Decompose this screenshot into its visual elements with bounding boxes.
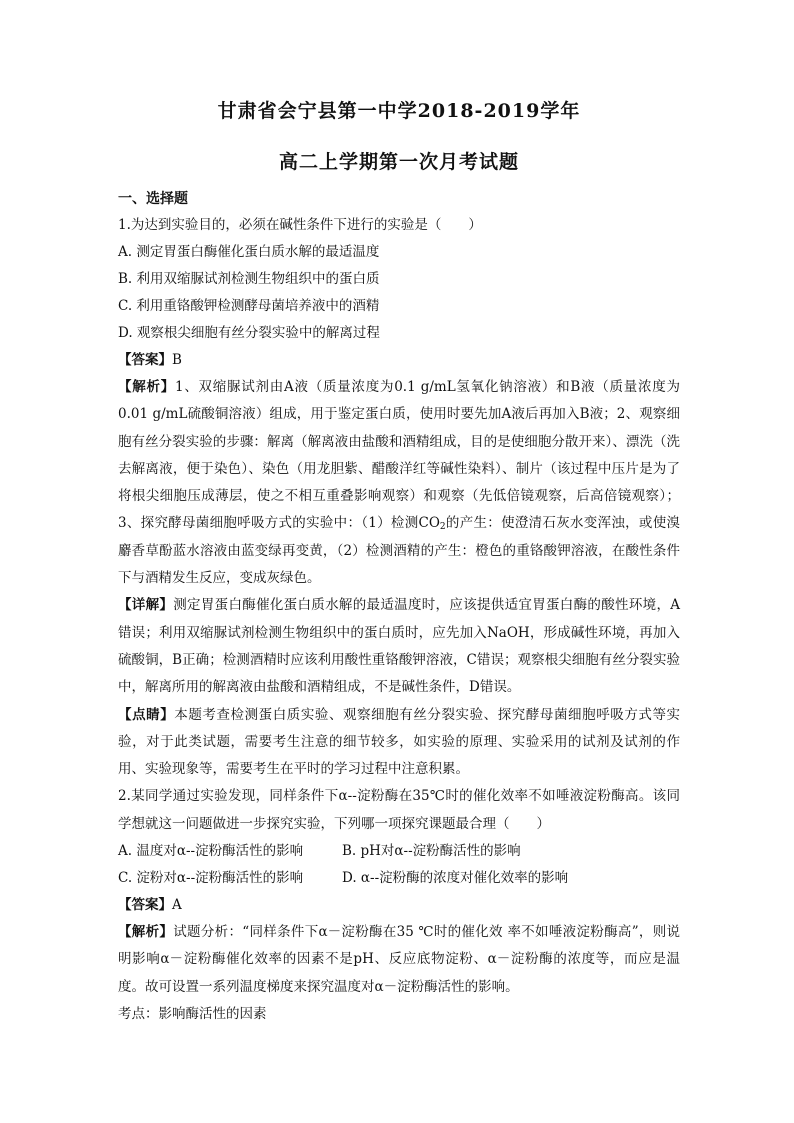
q1-analysis-tag: 【解析】 xyxy=(118,379,175,395)
q1-note-text: 本题考查检测蛋白质实验、观察细胞有丝分裂实验、探究酵母菌细胞呼吸方式等实验，对于此类试题，需要考生注意的细节较多，如实验的原理、实验采用的试剂及试剂的作用、实验现象等，需要考生在平时的学习过程中注意积累。 xyxy=(118,706,681,778)
q1-note-tag: 【点睛】 xyxy=(118,706,175,723)
q2-option-d: D. α--淀粉酶的浓度对催化效率的影响 xyxy=(342,870,569,887)
q2-option-a: A. 温度对α--淀粉酶活性的影响 xyxy=(118,843,304,860)
q2-answer xyxy=(118,892,680,919)
q2-option-b: B. pH对α--淀粉酶活性的影响 xyxy=(342,843,521,860)
q1-detail-text: 测定胃蛋白酶催化蛋白质水解的最适温度时，应该提供适宜胃蛋白酶的酸性环境，A错误；利用双缩脲试剂检测生物组织中的蛋白质时，应先加入NaOH，形成碱性环境，再加入硫酸铜，B正确；检测酒精时应该利用酸性重铬酸钾溶液，C错误；观察根尖细胞有丝分裂实验中，解离所用的解离液由盐酸和酒精组成，不是碱性条件，D错误。 xyxy=(118,597,681,696)
q2-answer-value: A xyxy=(172,897,182,914)
q1-answer-value: B xyxy=(172,352,182,368)
q2-stem: 2.某同学通过实验发现，同样条件下α--淀粉酶在35℃时的催化效率不如唾液淀粉酶高。该同学想就这一问题做进一步探究实验，下列哪一项探究课题最合理（ ） xyxy=(118,788,680,832)
q1-analysis-text-a: 1、双缩脲试剂由A液（质量浓度为0.1 g/mL氢氧化钠溶液）和B液（质量浓度为0.01 g/mL硫酸铜溶液）组成，用于鉴定蛋白质，使用时要先加A液后再加入B液；2、观察细胞有丝分裂实验的步骤：解离（解离液由盐酸和酒精组成，目的是使细胞分散开来）、漂洗（洗去解离液，便于染色）、染色（用龙胆紫、醋酸洋红等碱性染料）、制片（该过程中压片是为了将根尖细胞压成薄层，使之不相互重叠影响观察）和观察（先低倍镜观察，后高倍镜观察）；3、探究酵母菌细胞呼吸方式的实验中：（1）检测CO xyxy=(118,379,681,532)
q1-option-c: C. 利用重铬酸钾检测酵母菌培养液中的酒精 xyxy=(118,298,380,314)
q1-option-a: A. 测定胃蛋白酶催化蛋白质水解的最适温度 xyxy=(118,244,380,260)
q2-analysis-text: 试题分析：“同样条件下α－淀粉酶在35 ℃时的催化效 率不如唾液淀粉酶高”，则说明影响α－淀粉酶催化效率的因素不是pH、反应底物淀粉、α－淀粉酶的浓度等，而应是温度。故可设置一系列温度梯度来探究温度对α－淀粉酶活性的影响。 xyxy=(118,924,681,995)
q2-analysis-tag: 【解析】 xyxy=(118,924,174,941)
section-heading: 一、选择题 xyxy=(118,191,188,207)
q1-note xyxy=(118,702,680,784)
q1-stem: 1.为达到实验目的，必须在碱性条件下进行的实验是（ ） xyxy=(118,217,482,233)
title-line-1: 甘肃省会宁县第一中学2018-2019学年 xyxy=(217,100,581,122)
document-page xyxy=(118,96,680,1028)
q2-options-row-2 xyxy=(118,865,680,892)
q2-answer-tag: 【答案】 xyxy=(118,897,172,914)
q1-detail xyxy=(118,592,680,701)
q1-analysis-text-b: 的产生：使澄清石灰水变浑浊，或使溴麝香草酚蓝水溶液由蓝变绿再变黄，（2）检测酒精的产生：橙色的重铬酸钾溶液，在酸性条件下与酒精发生反应，变成灰绿色。 xyxy=(118,515,681,587)
q1-answer-tag: 【答案】 xyxy=(118,352,172,368)
q1-analysis-subscript: 2 xyxy=(439,522,446,533)
q2-kaodian: 考点：影响酶活性的因素 xyxy=(118,1005,267,1022)
q1-option-d: D. 观察根尖细胞有丝分裂实验中的解离过程 xyxy=(118,325,380,341)
q1-detail-tag: 【详解】 xyxy=(118,597,174,614)
q2-option-c: C. 淀粉对α--淀粉酶活性的影响 xyxy=(118,870,304,887)
q2-analysis xyxy=(118,919,680,1001)
q1-answer xyxy=(118,347,680,374)
q1-analysis xyxy=(118,374,680,592)
q1-option-b: B. 利用双缩脲试剂检测生物组织中的蛋白质 xyxy=(118,271,380,287)
q2-options-row-1 xyxy=(118,838,680,865)
title-line-2: 高二上学期第一次月考试题 xyxy=(278,151,519,173)
